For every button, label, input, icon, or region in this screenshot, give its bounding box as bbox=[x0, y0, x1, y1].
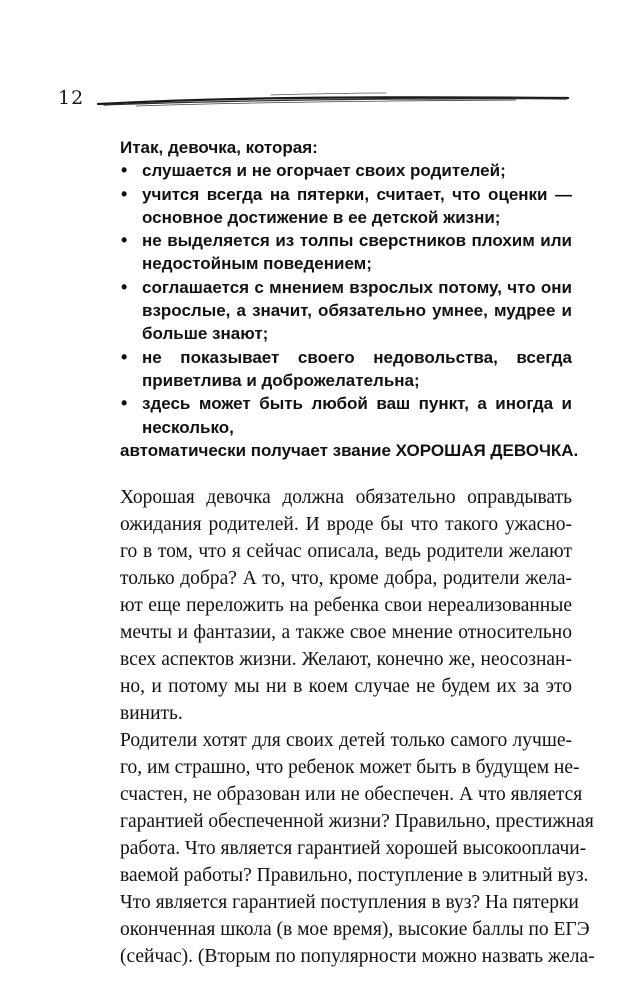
text-line: го, им страшно, что ребенок может быть в будущем не- bbox=[120, 757, 580, 778]
summary-intro: Итак, девочка, которая: bbox=[120, 138, 318, 157]
summary-bullet-text: здесь может быть любой ваш пункт, а иногда и несколько, bbox=[142, 394, 572, 437]
summary-bullet-text: соглашается с мнением взрослых потому, что они взрослые, а значит, обязательно умнее, мудрее и больше знают; bbox=[142, 277, 572, 344]
text-line: Хорошая девочка должна обязательно оправдывать bbox=[120, 487, 572, 508]
text-line: ваемой работы? Правильно, поступление в элитный вуз. bbox=[120, 865, 589, 886]
paragraph-1 bbox=[120, 484, 572, 727]
header-decorative-rule bbox=[96, 84, 571, 124]
text-line: работа. Что является гарантией хорошей высокооплачи- bbox=[120, 838, 587, 859]
text-line: го в том, что я сейчас описала, ведь родители желают bbox=[120, 541, 572, 562]
text-line: но, и потому мы ни в коем случае не будем их за это bbox=[120, 676, 572, 697]
text-line: оконченная школа (в мое время), высокие баллы по ЕГЭ bbox=[120, 919, 590, 940]
bullet-icon: • bbox=[121, 230, 128, 251]
bullet-icon: • bbox=[121, 160, 128, 181]
summary-bullet-text: слушается и не огорчает своих родителей; bbox=[142, 161, 506, 181]
body-text bbox=[120, 484, 595, 970]
summary-bullet-item bbox=[120, 346, 572, 393]
page-number: 12 bbox=[58, 87, 85, 109]
summary-bullet-item bbox=[120, 392, 572, 439]
summary-bullet-item bbox=[120, 229, 572, 276]
text-line: только добра? А то, что, кроме добра, родители жела- bbox=[120, 568, 572, 589]
summary-bullet-list bbox=[120, 159, 572, 439]
text-line: (сейчас). (Вторым по популярности можно назвать жела- bbox=[120, 946, 595, 967]
summary-bullet-item bbox=[120, 159, 572, 182]
bullet-icon: • bbox=[121, 393, 128, 414]
text-line: винить. bbox=[120, 703, 183, 724]
summary-bullet-text: учится всегда на пятерки, считает, что оценки — основное достижение в ее детской жизни; bbox=[142, 184, 572, 227]
summary-block bbox=[120, 136, 579, 462]
summary-closing: автоматически получает звание ХОРОШАЯ ДЕВОЧКА. bbox=[120, 440, 579, 460]
bullet-icon: • bbox=[121, 346, 128, 367]
text-line: ют еще переложить на ребенка свои нереализованные bbox=[120, 595, 572, 616]
summary-bullet-text: не показывает своего недовольства, всегда приветлива и доброжелательна; bbox=[142, 347, 572, 390]
summary-bullet-text: не выделяется из толпы сверстников плохим или недостойным поведением; bbox=[142, 231, 572, 274]
bullet-icon: • bbox=[121, 276, 128, 297]
text-line: счастен, не образован или не обеспечен. А что является bbox=[120, 784, 583, 805]
text-line: Родители хотят для своих детей только самого лучше- bbox=[120, 730, 572, 751]
paragraph-2 bbox=[120, 727, 595, 970]
summary-bullet-item bbox=[120, 276, 572, 346]
text-line: Что является гарантией поступления в вуз? На пятерки bbox=[120, 892, 579, 913]
text-line: гарантией обеспеченной жизни? Правильно, престижная bbox=[120, 811, 594, 832]
summary-bullet-item bbox=[120, 183, 572, 230]
text-line: всех аспектов жизни. Желают, конечно же, неосознан- bbox=[120, 649, 572, 670]
bullet-icon: • bbox=[121, 183, 128, 204]
text-line: мечты и фантазии, а также свое мнение относительно bbox=[120, 622, 572, 643]
text-line: ожидания родителей. И вроде бы что такого ужасно- bbox=[120, 514, 572, 535]
